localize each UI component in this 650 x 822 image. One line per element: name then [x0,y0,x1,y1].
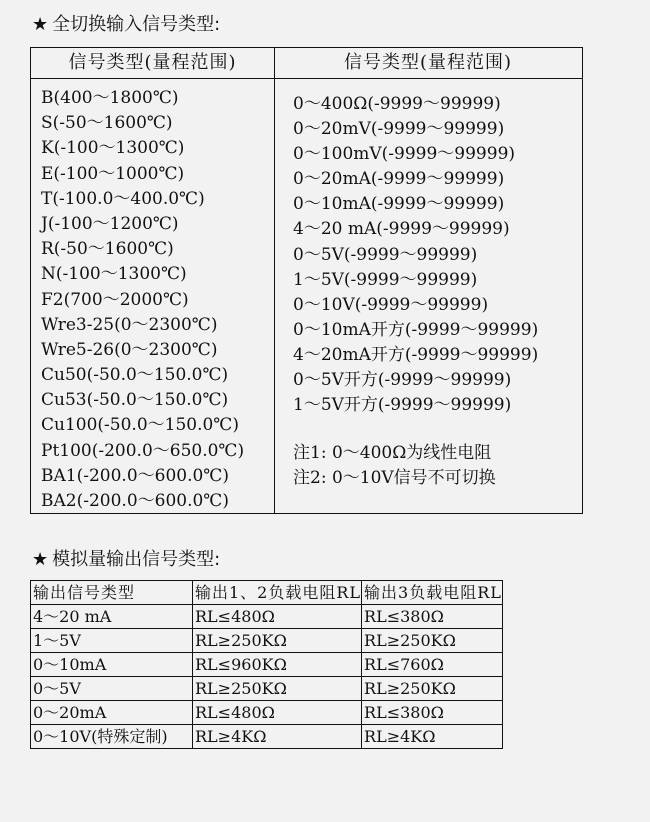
list-item: 0～10mA(-9999～99999) [293,194,505,215]
table-cell: RL≤760Ω [362,653,503,677]
list-item: 4～20 mA(-9999～99999) [293,219,510,240]
list-item: Wre3-25(0～2300℃) [41,314,218,335]
list-item: E(-100～1000℃) [41,163,185,184]
list-item: 1～5V(-9999～99999) [293,269,478,290]
input-types-heading [32,10,220,36]
column-header: 输出1、2负载电阻RL [193,581,362,605]
output-types-heading [32,545,220,571]
list-item: 0～5V(-9999～99999) [293,244,478,265]
thermocouple-rtd-list [41,86,244,514]
list-item: K(-100～1300℃) [41,138,185,159]
table-row [31,605,503,629]
list-item: Pt100(-200.0～650.0℃) [41,440,245,461]
list-item: R(-50～1600℃) [41,239,174,260]
star-icon: ★ [32,14,49,35]
list-item: BA2(-200.0～600.0℃) [41,491,229,511]
table-cell: 4～20 mA [31,605,193,629]
list-item: N(-100～1300℃) [41,264,187,285]
table-cell: 0～10mA [31,653,193,677]
table-cell: RL≥250KΩ [193,677,362,701]
list-item: 0～20mV(-9999～99999) [293,119,505,140]
star-icon: ★ [32,549,49,570]
list-item: Cu53(-50.0～150.0℃) [41,390,229,411]
header-divider [31,78,582,79]
note-1: 注1: 0～400Ω为线性电阻 [293,443,492,463]
input-types-title: 全切换输入信号类型: [52,14,221,35]
list-item: 0～10V(-9999～99999) [293,294,489,315]
input-table-header-right: 信号类型(量程范围) [343,52,513,73]
list-item: 1～5V开方(-9999～99999) [293,395,512,416]
list-item: 4～20mA开方(-9999～99999) [293,344,539,365]
column-divider [274,48,275,513]
list-item: 0～100mV(-9999～99999) [293,144,516,165]
table-cell: RL≥4KΩ [362,725,503,749]
table-cell: RL≤480Ω [193,701,362,725]
table-row [31,653,503,677]
table-cell: RL≤380Ω [362,605,503,629]
table-row [31,725,503,749]
table-cell: RL≥4KΩ [193,725,362,749]
linear-signal-list [293,92,538,418]
list-item: 0～5V开方(-9999～99999) [293,370,512,391]
list-item: B(400～1800℃) [41,88,179,108]
input-signal-table [30,47,583,514]
table-cell: 0～10V(特殊定制) [31,725,193,749]
table-cell: 0～5V [31,677,193,701]
input-table-header-left: 信号类型(量程范围) [68,52,237,73]
list-item: T(-100.0～400.0℃) [41,188,205,209]
notes [293,441,496,491]
table-cell: RL≥250KΩ [193,629,362,653]
list-item: Wre5-26(0～2300℃) [41,339,218,360]
output-signal-table [30,580,503,749]
table-cell: RL≤380Ω [362,701,503,725]
table-cell: RL≤480Ω [193,605,362,629]
list-item: BA1(-200.0～600.0℃) [41,465,229,486]
table-header-row [31,581,503,605]
list-item: Cu50(-50.0～150.0℃) [41,365,229,386]
table-cell: 0～20mA [31,701,193,725]
output-types-title: 模拟量输出信号类型: [52,549,221,570]
table-row [31,629,503,653]
column-header: 输出信号类型 [31,581,193,605]
note-2: 注2: 0～10V信号不可切换 [293,468,496,488]
list-item: Cu100(-50.0～150.0℃) [41,415,239,436]
list-item: J(-100～1200℃) [41,213,179,234]
list-item: 0～10mA开方(-9999～99999) [293,319,539,340]
table-row [31,701,503,725]
table-cell: RL≥250KΩ [362,677,503,701]
table-row [31,677,503,701]
list-item: 0～400Ω(-9999～99999) [293,94,501,114]
table-cell: 1～5V [31,629,193,653]
list-item: F2(700～2000℃) [41,289,189,310]
list-item: 0～20mA(-9999～99999) [293,169,505,190]
column-header: 输出3负载电阻RL [362,581,503,605]
list-item: S(-50～1600℃) [41,113,173,134]
table-cell: RL≥250KΩ [362,629,503,653]
table-cell: RL≤960KΩ [193,653,362,677]
